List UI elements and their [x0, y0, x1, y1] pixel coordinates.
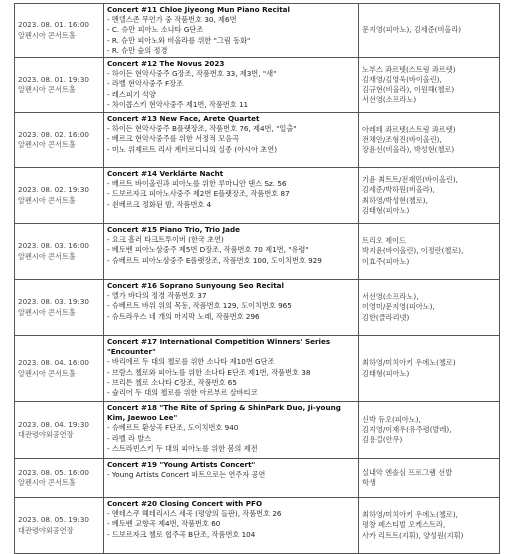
program-item: - 하이든 현악사중주 G장조, 작품번호 33, 제3번, "새" [107, 69, 277, 79]
concert-date: 2023. 08. 04. 16:00 [18, 358, 90, 368]
program-item: - R. 슈만 피아노와 비올라를 위한 "그림 동화" [107, 35, 251, 45]
performer-line: 김세준/박하원(비올라), [362, 185, 435, 195]
performer-line: 장윤선(비올라), 박성현(첼로) [362, 145, 455, 155]
performer-line: 박지윤(바이올린), 이정란(첼로), [362, 246, 464, 256]
concert-datetime-cell [15, 336, 104, 402]
program-item: - 베토벤 피아노삼중주 제5번 D장조, 작품번호 70 제1번, "유령" [107, 245, 309, 255]
performer-line: 김태형(피아노) [362, 368, 410, 378]
concert-row [15, 498, 500, 554]
concert-datetime-cell [15, 4, 104, 58]
concert-row [15, 58, 500, 113]
concert-date: 2023. 08. 03. 19:30 [18, 297, 90, 307]
concert-performers-cell [359, 498, 500, 554]
concert-row [15, 280, 500, 336]
concert-venue: 알펜시아 콘서트홀 [18, 30, 76, 40]
concert-performers-cell [359, 113, 500, 168]
program-item: - R. 슈만 숲의 정경 [107, 45, 168, 55]
concert-venue: 알펜시아 콘서트홀 [18, 85, 76, 95]
program-item: - 베르트 바이올린과 피아노를 위한 루마니안 댄스 Sz. 56 [107, 179, 287, 189]
concert-title: Concert #13 New Face, Arete Quartet [107, 114, 260, 124]
program-item: - 엔테스쿠 헤테리시스 세곡 (평양의 들판), 작품번호 26 [107, 509, 282, 519]
performer-line: 서선영(소프라노) [362, 95, 417, 105]
program-item: - 슐리어 두 대의 첼로를 위한 아르부르 살바티코 [107, 388, 258, 398]
concert-program-cell [104, 4, 359, 58]
performer-line: 김태형(피아노) [362, 205, 410, 215]
performer-line: 평창 페스티벌 오케스트라, [362, 520, 446, 530]
performer-line: 노부스 콰르텟(스트링 콰르텟) [362, 64, 456, 74]
performer-line: 학생 [362, 478, 376, 488]
program-item: - 바리에르 두 대의 첼로를 위한 소나타 제10번 G단조 [107, 357, 275, 367]
concert-datetime-cell [15, 280, 104, 336]
concert-program-cell [104, 498, 359, 554]
schedule-body [15, 4, 500, 554]
concert-datetime-cell [15, 459, 104, 498]
concert-datetime-cell [15, 224, 104, 280]
concert-row [15, 4, 500, 58]
program-item: - 엘가 바다의 정경 작품번호 37 [107, 291, 207, 301]
concert-performers-cell [359, 459, 500, 498]
concert-row [15, 336, 500, 402]
concert-venue: 알펜시아 콘서트홀 [18, 478, 76, 488]
concert-program-cell [104, 336, 359, 402]
concert-title-continued: "Encounter" [107, 347, 156, 357]
concert-date: 2023. 08. 04. 19:30 [18, 419, 90, 429]
concert-performers-cell [359, 58, 500, 113]
performer-line: 이영미/문지영(피아노), [362, 302, 435, 312]
program-item: - 슈베르트 피아노삼중주 E플랫장조, 작품번호 100, 도이치번호 929 [107, 255, 322, 265]
program-item: - 베토벤 교향곡 제4번, 작품번호 60 [107, 519, 221, 529]
concert-title: Concert #19 "Young Artists Concert" [107, 460, 256, 470]
concert-row [15, 459, 500, 498]
concert-performers-cell [359, 402, 500, 459]
performer-line: 이효주(피아노) [362, 256, 410, 266]
concert-program-cell [104, 459, 359, 498]
performer-line: 사카 리트트(지휘), 양성원(지휘) [362, 530, 464, 540]
program-item: - 드보르자크 피아노사중주 제2번 E플랫장조, 작품번호 87 [107, 189, 290, 199]
performer-line: 최하영/미치아키 우에노(첼로), [362, 510, 458, 520]
concert-title: Concert #20 Closing Concert with PFO [107, 499, 263, 509]
program-item: - 슈트라우스 네 개의 마지막 노래, 작품번호 296 [107, 311, 260, 321]
program-item: - 하이든 현악사중주 B플랫장조, 작품번호 76, 제4번, "일출" [107, 124, 297, 134]
concert-row [15, 402, 500, 459]
concert-datetime-cell [15, 113, 104, 168]
program-item: - 슈베르트 바위 위의 목동, 작품번호 129, 도이치번호 965 [107, 301, 292, 311]
concert-venue: 알펜시아 콘서트홀 [18, 251, 76, 261]
concert-program-cell [104, 402, 359, 459]
program-item: - 미노 위제르트 리사 계터르디니의 실종 (아시아 초연) [107, 144, 278, 154]
program-item: - 슈베르트 환상곡 F단조, 도이치번호 940 [107, 423, 239, 433]
program-item: - 레스피기 석양 [107, 89, 156, 99]
concert-title: Concert #11 Chloe Jiyeong Mun Piano Recital [107, 5, 290, 14]
concert-venue: 알펜시아 콘서트홀 [18, 195, 76, 205]
concert-datetime-cell [15, 402, 104, 459]
concert-title: Concert #17 International Competition Winners' Series [107, 337, 331, 347]
concert-performers-cell [359, 280, 500, 336]
performer-line: 김용걸(안무) [362, 435, 403, 445]
program-item: - 드보르자크 첼로 협주곡 B단조, 작품번호 104 [107, 529, 256, 539]
program-item: - 요크 흘러 타크트투이버 (한국 초연) [107, 235, 224, 245]
performer-line: 최하영/미치아키 우에노(첼로) [362, 358, 456, 368]
program-item: - 베르크 현악사중주를 위한 서정적 모음곡 [107, 134, 240, 144]
document-page [14, 3, 500, 554]
concert-program-cell [104, 280, 359, 336]
performer-line: 아레테 콰르텟(스트링 콰르텟) [362, 124, 456, 134]
concert-date: 2023. 08. 02. 16:00 [18, 129, 90, 139]
performer-line: 전채안/조형진(바이올린), [362, 134, 442, 144]
concert-venue: 대관령야외공연장 [18, 525, 74, 535]
program-item: - 브리튼 첼로 소나타 C장조, 작품번호 65 [107, 377, 237, 387]
concert-datetime-cell [15, 58, 104, 113]
performer-line: 서선영(소프라노), [362, 292, 419, 302]
program-item: - 스트라빈스키 두 대의 피아노를 위한 봄의 제전 [107, 443, 258, 453]
performer-line: 최하영/박성현(첼로), [362, 195, 428, 205]
concert-program-cell [104, 58, 359, 113]
concert-date: 2023. 08. 02. 19:30 [18, 185, 90, 195]
program-item: - C. 슈만 피아노 소나타 G단조 [107, 25, 204, 35]
concert-title: Concert #16 Soprano Sunyoung Seo Recital [107, 281, 284, 291]
performer-line: 김규현(비올라), 이원해(첼로) [362, 85, 455, 95]
performer-line: 신박 듀오(피아노), [362, 414, 421, 424]
program-item: - 브람스 첼로와 피아노를 위한 소나타 E단조 제1번, 작품번호 38 [107, 367, 311, 377]
concert-venue: 대관령야외공연장 [18, 430, 74, 440]
performer-line: 문지영(피아노), 김세준(비올라) [362, 25, 462, 35]
concert-performers-cell [359, 224, 500, 280]
concert-title-continued: Kim, Jaewoo Lee" [107, 413, 178, 423]
program-item: - 라벨 현악사중주 F장조 [107, 79, 184, 89]
program-item: - Young Artists Concert 파트으로는 연주자 공연 [107, 470, 266, 480]
concert-date: 2023. 08. 01. 19:30 [18, 74, 90, 84]
concert-program-cell [104, 113, 359, 168]
concert-row [15, 168, 500, 224]
concert-datetime-cell [15, 498, 104, 554]
program-item: - 쇤베르크 정화된 밤, 작품번호 4 [107, 199, 212, 209]
concert-performers-cell [359, 336, 500, 402]
concert-program-cell [104, 168, 359, 224]
concert-schedule-table [14, 3, 500, 554]
concert-venue: 알펜시아 콘서트홀 [18, 140, 76, 150]
performer-line: 김재영/김영욱(바이올린), [362, 74, 442, 84]
concert-venue: 알펜시아 콘서트홀 [18, 307, 76, 317]
performer-line: 트리오 제이드 [362, 236, 406, 246]
program-item: - 라벨 라 발스 [107, 433, 152, 443]
concert-title: Concert #18 "The Rite of Spring & ShinPark Duo, Ji-young [107, 403, 341, 413]
concert-program-cell [104, 224, 359, 280]
concert-datetime-cell [15, 168, 104, 224]
concert-row [15, 113, 500, 168]
concert-performers-cell [359, 4, 500, 58]
concert-venue: 알펜시아 콘서트홀 [18, 368, 76, 378]
performer-line: 김한(클라리넷) [362, 312, 410, 322]
concert-title: Concert #14 Verklärte Nacht [107, 169, 224, 179]
program-item: - 멘델스존 무언가 중 작품번호 30, 제6번 [107, 15, 237, 25]
concert-title: Concert #15 Piano Trio, Trio Jade [107, 225, 241, 235]
concert-title: Concert #12 The Novus 2023 [107, 59, 225, 69]
concert-date: 2023. 08. 01. 16:00 [18, 20, 90, 30]
performer-line: 실내악 엔솔심 프로그램 선발 [362, 467, 453, 477]
performer-line: 김지영/이재우(유주령(발레), [362, 424, 452, 434]
concert-date: 2023. 08. 03. 16:00 [18, 241, 90, 251]
concert-row [15, 224, 500, 280]
concert-date: 2023. 08. 05. 16:00 [18, 467, 90, 477]
concert-performers-cell [359, 168, 500, 224]
program-item: - 차이콥스키 현악사중주 제1번, 작품번호 11 [107, 99, 249, 109]
performer-line: 기윤 최트트/전재민(바이올린), [362, 175, 458, 185]
concert-date: 2023. 08. 05. 19:30 [18, 515, 90, 525]
